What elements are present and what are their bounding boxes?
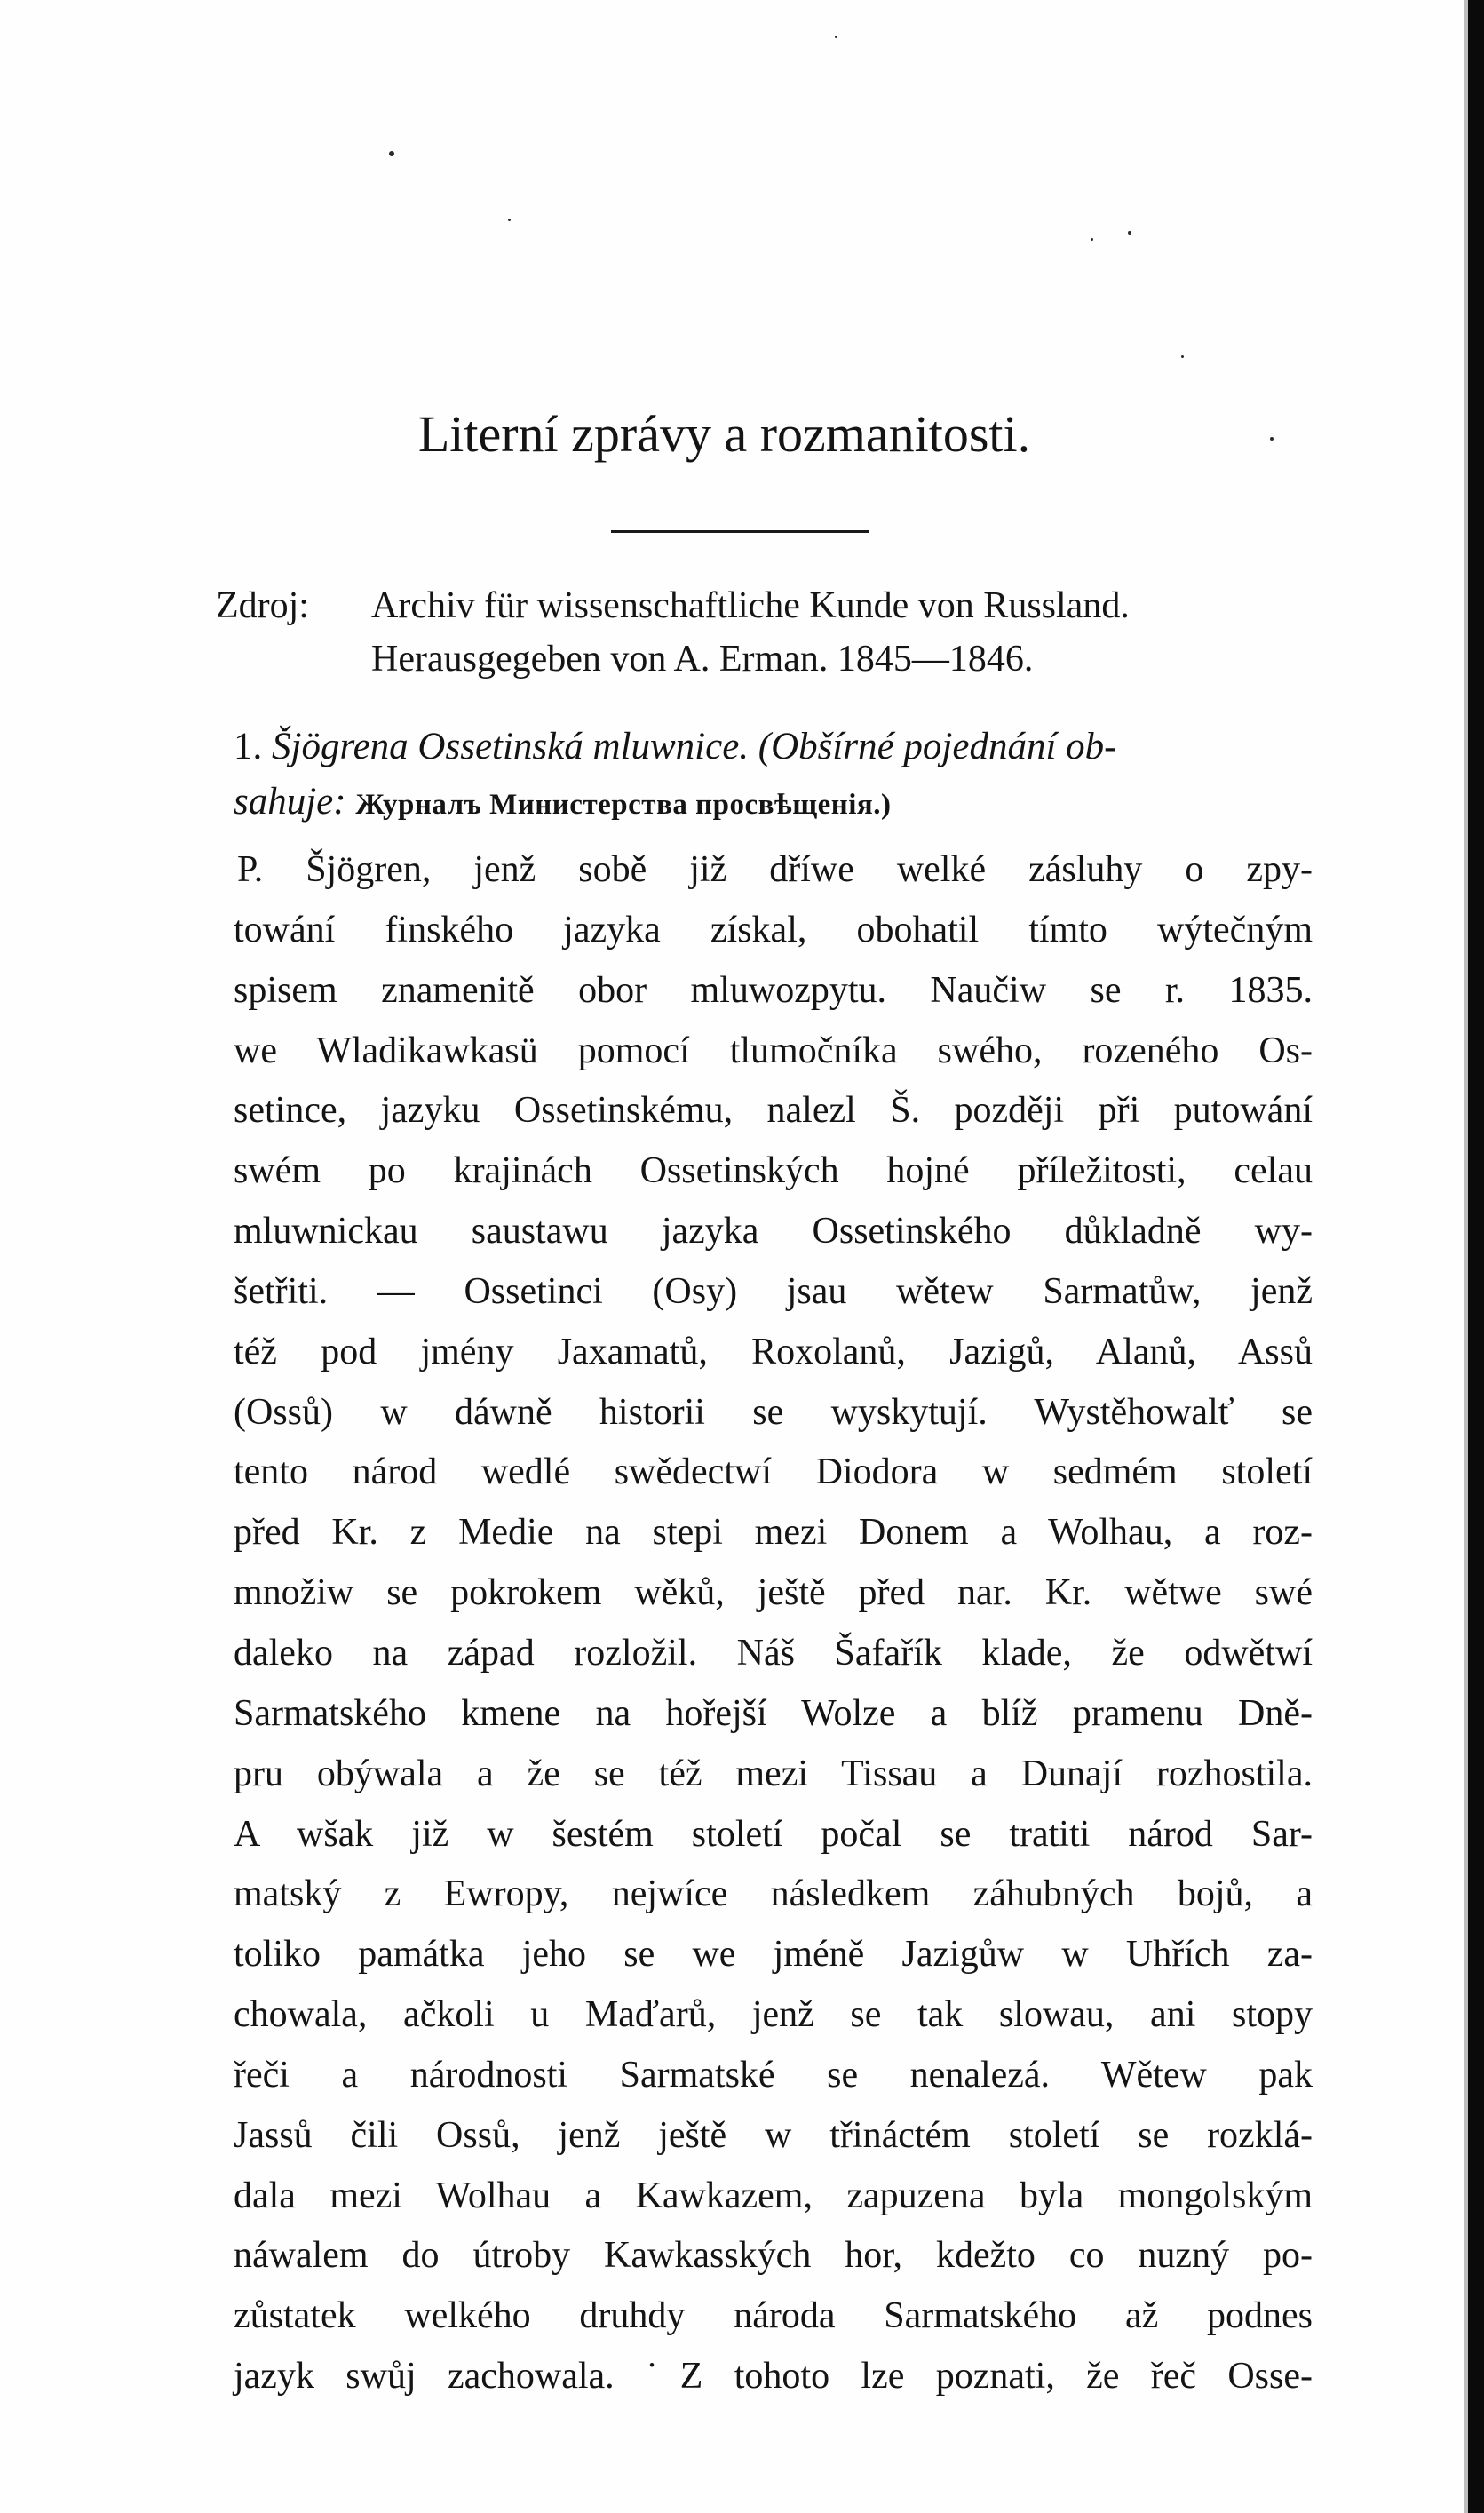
body-line: před Kr. z Medie na stepi mezi Donem a Wolhau, a roz- [234, 1512, 1313, 1554]
item-number: 1. [234, 726, 263, 767]
item-heading-text: sahuje: [234, 781, 346, 823]
body-line: swém po krajinách Ossetinských hojné příležitosti, celau [234, 1150, 1313, 1192]
body-line: též pod jmény Jaxamatů, Roxolanů, Jazigů, Alanů, Assů [234, 1331, 1313, 1372]
body-line: spisem znamenitě obor mluwozpytu. Naučiw se r. 1835. [234, 969, 1313, 1011]
body-line: mluwnickau saustawu jazyka Ossetinského důkladně wy- [234, 1211, 1313, 1253]
body-line: jazyk swůj zachowala. ˙Z tohoto lze poznati, že řeč Osse- [234, 2356, 1313, 2398]
body-line: setince, jazyku Ossetinskému, nalezl Š. později při putowání [234, 1090, 1313, 1132]
body-line: toliko památka jeho se we jméně Jazigůw w Uhřích za- [234, 1934, 1313, 1976]
body-line: náwalem do útroby Kawkasských hor, kdežto co nuzný po- [234, 2235, 1313, 2277]
source-line: Archiv für wissenschaftliche Kunde von Russland. [371, 585, 1130, 626]
page-title: Literní zprávy a rozmanitosti. [417, 405, 1031, 463]
source-label: Zdroj: [216, 585, 309, 626]
dust-speck [389, 151, 394, 156]
body-line: we Wladikawkasü pomocí tlumočníka swého, rozeného Os- [234, 1030, 1313, 1071]
page-edge-binding [1468, 0, 1484, 2513]
item-heading [234, 720, 1313, 832]
body-line: daleko na západ rozložil. Náš Šafařík klade, že odwětwí [234, 1632, 1313, 1674]
body-line: řeči a národnosti Sarmatské se nenalezá. Wětew pak [234, 2054, 1313, 2095]
body-line: (Ossů) w dáwně historii se wyskytují. Wystěhowalť se [234, 1391, 1313, 1433]
body-line: Sarmatského kmene na hořejší Wolze a blíž pramenu Dně- [234, 1692, 1313, 1734]
dust-speck [1091, 238, 1093, 241]
body-line: matský z Ewropy, nejwíce následkem záhubných bojů, a [234, 1873, 1313, 1915]
body-line: Jassů čili Ossů, jenž ještě w třináctém století se rozklá- [234, 2114, 1313, 2156]
body-line: A wšak již w šestém století počal se tratiti národ Sar- [234, 1813, 1313, 1855]
item-heading-text: Šjögrena Ossetinská mluwnice. (Obšírné pojednání ob- [272, 726, 1117, 767]
title-rule [611, 530, 869, 533]
dust-speck [835, 36, 837, 38]
dust-speck [508, 219, 511, 221]
body-line: dala mezi Wolhau a Kawkazem, zapuzena byla mongolským [234, 2175, 1313, 2216]
article-body [234, 840, 1313, 2407]
body-line: chowala, ačkoli u Maďarů, jenž se tak slowau, ani stopy [234, 1994, 1313, 2036]
body-line: towání finského jazyka získal, obohatil tímto wýtečným [234, 909, 1313, 950]
item-heading-line [234, 720, 1313, 775]
body-line: pru obýwala a že se též mezi Tissau a Dunají rozhostila. [234, 1753, 1313, 1794]
source-line: Herausgegeben von A. Erman. 1845—1846. [371, 639, 1034, 680]
body-line: šetřiti. — Ossetinci (Osy) jsau wětew Sarmatůw, jenž [234, 1270, 1313, 1312]
body-line: množiw se pokrokem wěků, ještě před nar. Kr. wětwe swé [234, 1572, 1313, 1614]
item-heading-line [234, 775, 1313, 832]
body-line: P. Šjögren, jenž sobě již dříwe welké zásluhy o zpy- [237, 849, 1313, 890]
body-line: zůstatek welkého druhdy národa Sarmatského až podnes [234, 2295, 1313, 2337]
body-line: tento národ wedlé swědectwí Diodora w sedmém století [234, 1451, 1313, 1493]
dust-speck [1128, 231, 1131, 235]
dust-speck [1181, 355, 1184, 358]
journal-title: Журналъ Министерства просвѣщенія.) [355, 789, 892, 821]
source-citation [371, 579, 1313, 686]
